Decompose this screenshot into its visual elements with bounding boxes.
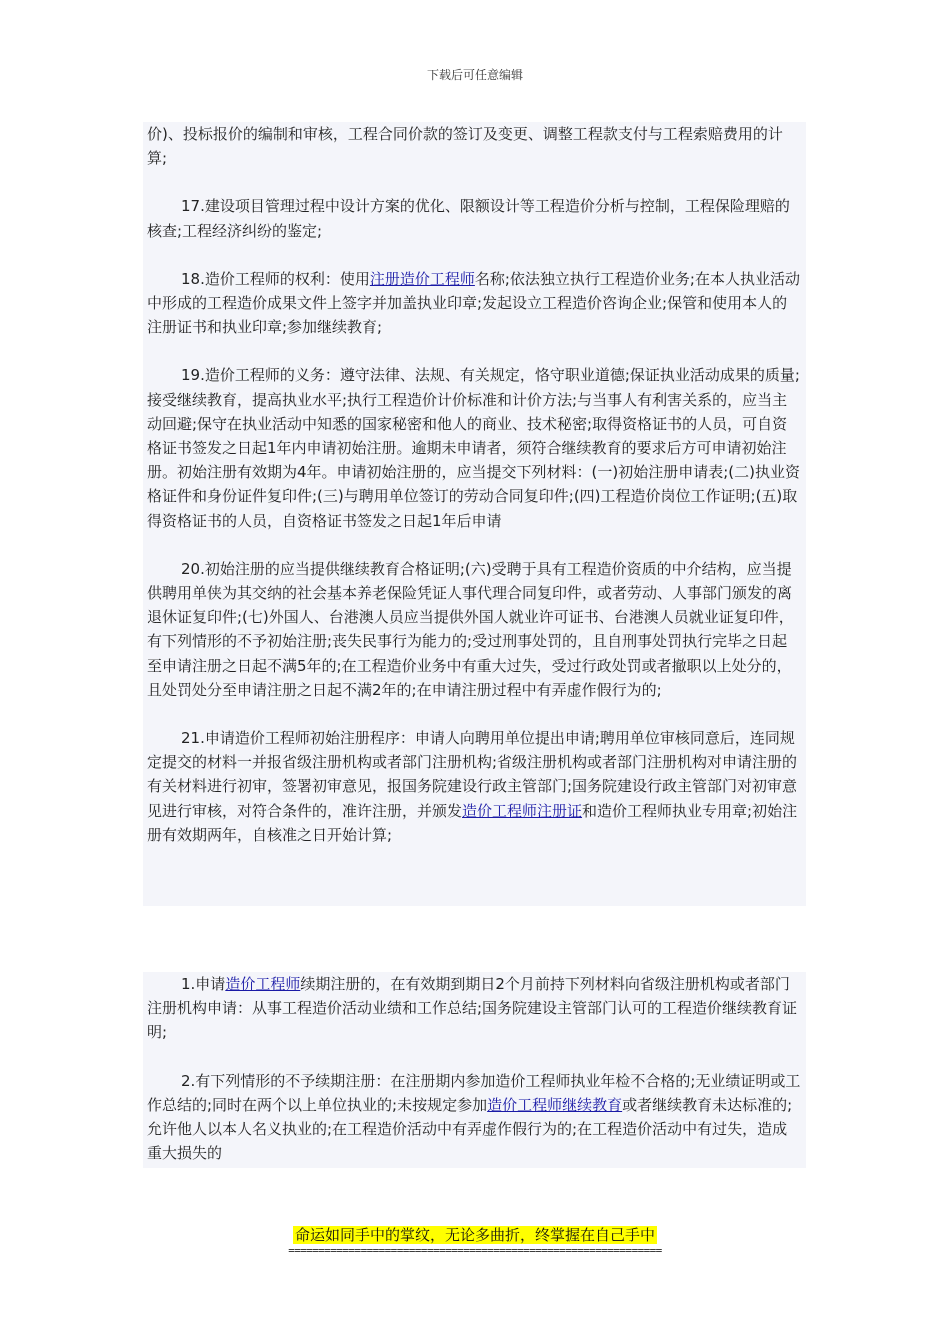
link-registered-cost-engineer[interactable]: 注册造价工程师 xyxy=(369,269,475,288)
paragraph-18 xyxy=(147,267,802,340)
link-cost-engineer-continuing-education[interactable]: 造价工程师继续教育 xyxy=(487,1095,623,1114)
footer-quote xyxy=(0,1224,950,1246)
paragraph-19: 19.造价工程师的义务：遵守法律、法规、有关规定，恪守职业道德;保证执业活动成果的质量;接受继续教育，提高执业水平;执行工程造价计价标准和计价方法;与当事人有利害关系的，应当主动回避;保守在执业活动中知悉的国家秘密和他人的商业、技术秘密;取得资格证书的人员，可自资格证书签发之日起1年内申请初始注册。逾期未申请者，须符合继续教育的要求后方可申请初始注册。初始注册有效期为4年。申请初始注册的，应当提交下列材料：(一)初始注册申请表;(二)执业资格证件和身份证件复印件;(三)与聘用单位签订的劳动合同复印件;(四)工程造价岗位工作证明;(五)取得资格证书的人员，自资格证书签发之日起1年后申请 xyxy=(147,366,801,530)
link-cost-engineer-registration-certificate[interactable]: 造价工程师注册证 xyxy=(462,801,583,820)
paragraph-16-tail: 价)、投标报价的编制和审核，工程合同价款的签订及变更、调整工程款支付与工程索赔费用的计算; xyxy=(147,125,783,168)
paragraph-18-text-b: 名称;依法独立执行工程造价业务;在本人执业活动中形成的工程造价成果文件上签字并加盖执业印章;发起设立工程造价咨询企业;保管和使用本人的注册证书和执业印章;参加继续教育; xyxy=(147,269,800,337)
paragraph-renewal-2-text-a: 2.有下列情形的不予续期注册：在注册期内参加造价工程师执业年检不合格的;无业绩证明或工作总结的;同时在两个以上单位执业的;未按规定参加 xyxy=(147,1071,801,1114)
link-cost-engineer[interactable]: 造价工程师 xyxy=(225,975,301,993)
paragraph-21 xyxy=(147,726,802,847)
content-block-2 xyxy=(143,972,806,1168)
paragraph-renewal-1 xyxy=(147,972,802,1045)
paragraph-17: 17.建设项目管理过程中设计方案的优化、限额设计等工程造价分析与控制，工程保险理赔的核查;工程经济纠纷的鉴定; xyxy=(147,197,790,240)
paragraph-21-text-b: 和造价工程师执业专用章;初始注册有效期两年，自核准之日开始计算; xyxy=(147,801,798,844)
page-header: 下载后可任意编辑 xyxy=(426,68,523,82)
paragraph-18-text-a: 18.造价工程师的权利：使用 xyxy=(181,269,370,288)
paragraph-20: 20.初始注册的应当提供继续教育合格证明;(六)受聘于具有工程造价资质的中介结构，应当提供聘用单侠为其交纳的社会基本养老保险凭证人事代理合同复印件，或者劳动、人事部门颁发的离退休证复印件;(七)外国人、台港澳人员应当提供外国人就业许可证书、台港澳人员就业证复印件，有下列情形的不予初始注册;丧失民事行为能力的;受过刑事处罚的，且自刑事处罚执行完毕之日起至申请注册之日起不满5年的;在工程造价业务中有重大过失，受过行政处罚或者撤职以上处分的，且处罚处分至申请注册之日起不满2年的;在申请注册过程中有弄虚作假行为的; xyxy=(147,559,794,699)
footer-quote-text: 命运如同手中的掌纹，无论多曲折，终掌握在自己手中 xyxy=(294,1226,655,1244)
paragraph-renewal-2-text-b: 或者继续教育未达标准的;允许他人以本人名义执业的;在工程造价活动中有弄虚作假行为的;在工程造价活动中有过失，造成重大损失的 xyxy=(147,1095,793,1163)
paragraph-renewal-2 xyxy=(147,1069,802,1166)
content-block-1 xyxy=(143,122,806,906)
paragraph-21-text-a: 21.申请造价工程师初始注册程序：申请人向聘用单位提出申请;聘用单位审核同意后，连同规定提交的材料一并报省级注册机构或者部门注册机构;省级注册机构或者部门注册机构对申请注册的有关材料进行初审，签署初审意见，报国务院建设行政主管部门;国务院建设行政主管部门对初审意见进行审核，对符合条件的，准许注册，并颁发 xyxy=(147,729,798,820)
paragraph-renewal-1-text-a: 1.申请 xyxy=(181,975,226,993)
footer-divider: ============================================================== xyxy=(288,1244,662,1257)
paragraph-renewal-1-text-b: 续期注册的，在有效期到期日2个月前持下列材料向省级注册机构或者部门注册机构申请：从事工程造价活动业绩和工作总结;国务院建设主管部门认可的工程造价继续教育证明; xyxy=(147,975,798,1042)
